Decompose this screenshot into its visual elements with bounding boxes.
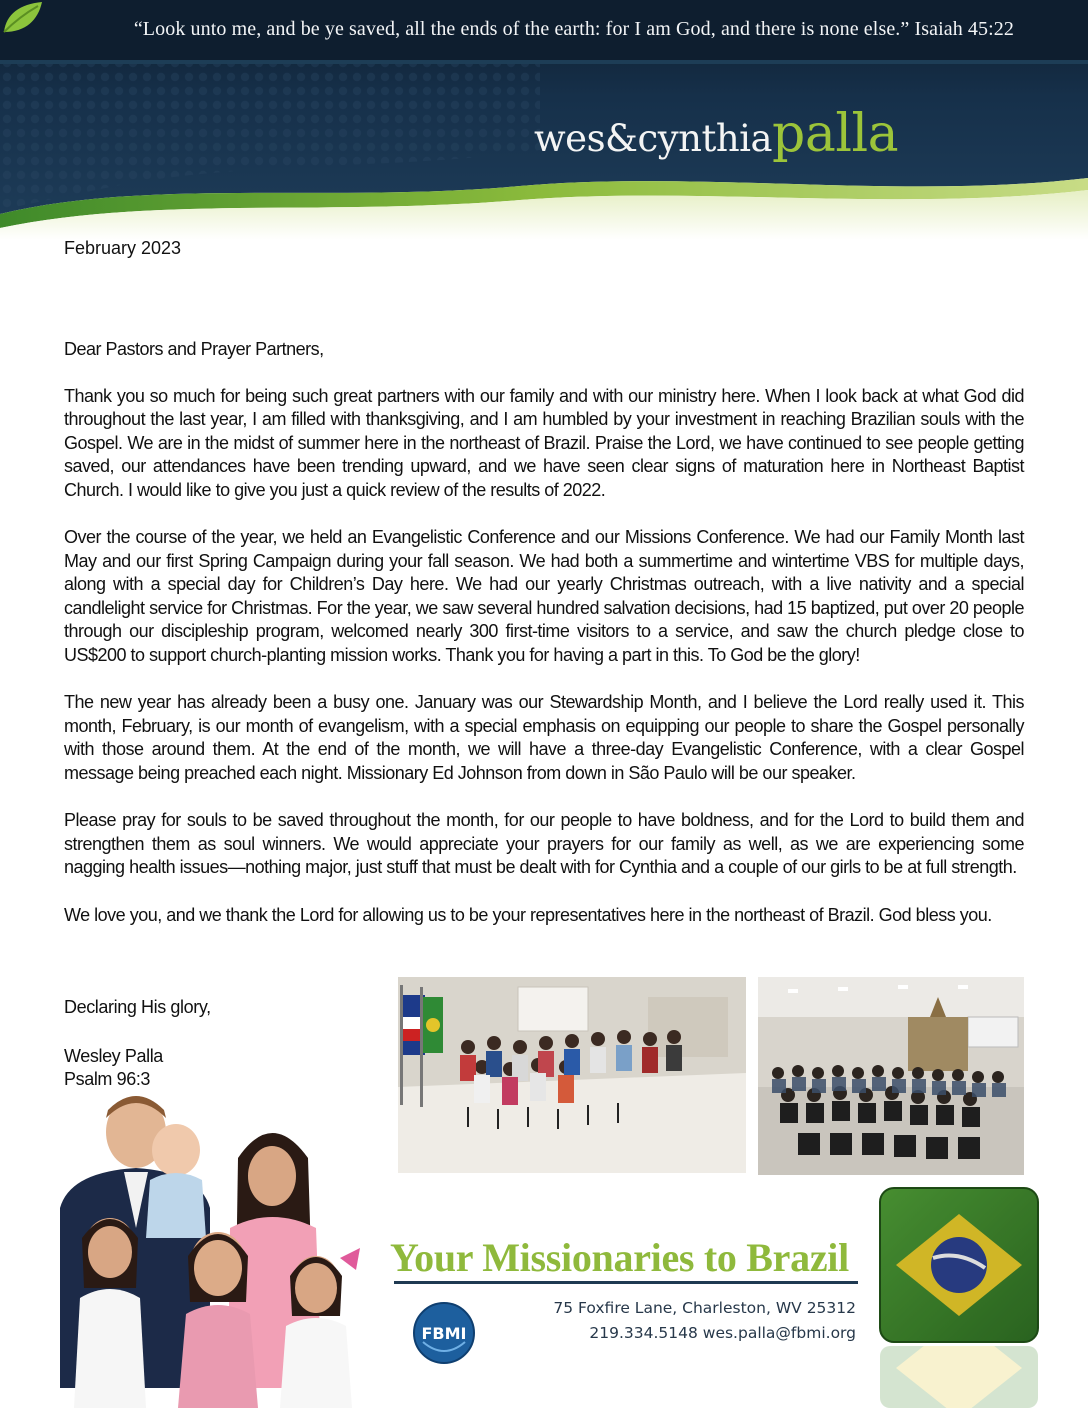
- signature-name: Wesley Palla: [64, 1045, 163, 1066]
- closing-line: Declaring His glory,: [64, 997, 211, 1017]
- footer-divider: [394, 1281, 858, 1284]
- letter-paragraph: We love you, and we thank the Lord for allowing us to be your representatives here in the northeast of Brazil. God bless you.: [64, 904, 992, 925]
- footer-phone-email: 219.334.5148 wes.palla@fbmi.org: [589, 1324, 856, 1342]
- photo-children-group: [398, 977, 746, 1173]
- footer-contact-block: [540, 1296, 856, 1346]
- leaf-icon: [0, 0, 44, 36]
- logo-first-name: wes&cynthia: [534, 117, 773, 160]
- header-banner: [0, 0, 1088, 240]
- logo-last-name: palla: [772, 104, 899, 164]
- letter-signoff: [64, 996, 211, 1092]
- letter-body: [64, 338, 1024, 951]
- brazil-flag-icon: [878, 1186, 1040, 1344]
- family-logo: [534, 104, 898, 164]
- letter-paragraph: The new year has already been a busy one. January was our Stewardship Month, and I believe the Lord really used it. This month, February, is our month of evangelism, with a special emphasis on equipping our people to share the Gospel personally with those around them. At the end of the month, we will have a three-day Evangelistic Conference, with a clear Gospel message being preached each night. Missionary Ed Johnson from down in São Paulo will be our speaker.: [64, 692, 1024, 783]
- signature-verse-ref: Psalm 96:3: [64, 1069, 151, 1089]
- letter-paragraph: Thank you so much for being such great partners with our family and with our ministry here. When I look back at what God did throughout the last year, I am filled with thanksgiving, and I am humbled by your investment in reaching Brazilian souls with the Gospel. We are in the midst of summer here in the northeast of Brazil. Praise the Lord, we have continued to see people getting saved, our attendances have been trending upward, and we have seen clear signs of maturation here in Northeast Baptist Church. I would like to give you just a quick review of the results of 2022.: [64, 385, 1024, 500]
- fbmi-logo: [413, 1302, 475, 1364]
- fbmi-logo-text: FBMI: [421, 1324, 467, 1343]
- letter-greeting: Dear Pastors and Prayer Partners,: [64, 339, 324, 359]
- letter-paragraph: Over the course of the year, we held an Evangelistic Conference and our Missions Conference. We had our Family Month last May and our first Spring Campaign during your fall season. We had both a summertime and wintertime VBS for multiple days, along with a special day for Children’s Day here. We had our yearly Christmas outreach, with a live nativity and a special candlelight service for Christmas. For the year, we saw several hundred salvation decisions, had 15 baptized, put over 20 people through our discipleship program, welcomed nearly 300 first-time visitors to a service, and saw the church pledge close to US$200 to support church-planting mission works. Thank you for having a part in this. To God be the glory!: [64, 527, 1024, 665]
- header-verse: “Look unto me, and be ye saved, all the ends of the earth: for I am God, and there is none else.” Isaiah 45:22: [133, 18, 1014, 40]
- brazil-flag-reflection: [878, 1346, 1040, 1408]
- footer-address: 75 Foxfire Lane, Charleston, WV 25312: [553, 1299, 856, 1317]
- letter-date: February 2023: [64, 238, 182, 258]
- family-photo: [40, 1088, 390, 1408]
- letter-paragraph: Please pray for souls to be saved throughout the month, for our people to have boldness, and for the Lord to build them and strengthen them as soul winners. We would appreciate your prayers for our family as well, as we are experiencing some nagging health issues—nothing major, just stuff that must be dealt with for Cynthia and a couple of our girls to be at full strength.: [64, 810, 1024, 877]
- photo-church-service: [758, 977, 1024, 1175]
- footer-title: Your Missionaries to Brazil: [390, 1235, 849, 1280]
